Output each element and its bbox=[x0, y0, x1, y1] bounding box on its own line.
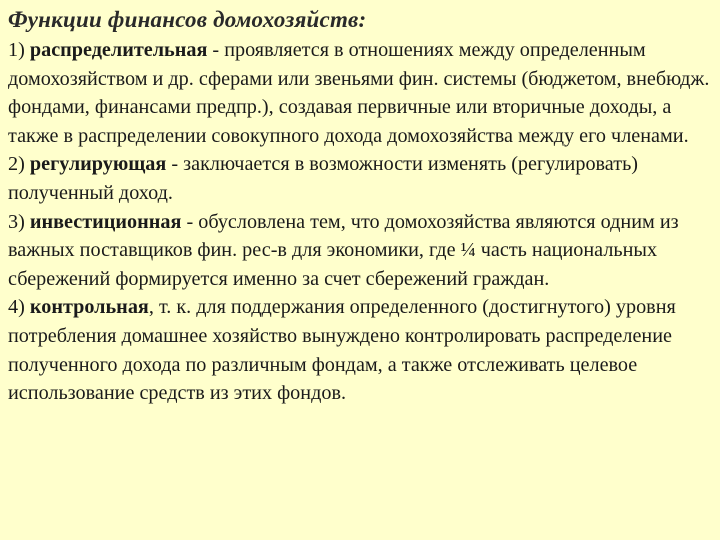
item-number: 2) bbox=[8, 153, 25, 176]
list-item-investment bbox=[8, 208, 714, 294]
item-term: контрольная bbox=[29, 296, 149, 319]
item-number: 3) bbox=[8, 210, 25, 233]
item-text: проявляется в отношениях между определенным домохозяйством и др. сферами или звеньями фин. системы (бюджетом, внебюдж. фондами, финансами предпр.), создавая первичные или вторичные доходы, а также в распределении совокупного дохода домохозяйства между его членами. bbox=[8, 39, 710, 147]
slide-body bbox=[6, 36, 714, 408]
item-separator: - bbox=[207, 39, 220, 61]
item-text: обусловлена тем, что домохозяйства являются одним из важных поставщиков фин. рес-в для экономики, где ¼ часть национальных сбережений формируется именно за счет сбережений граждан. bbox=[8, 210, 679, 290]
item-number: 4) bbox=[8, 296, 25, 319]
item-separator: - bbox=[166, 153, 179, 176]
list-item-distributive bbox=[8, 36, 714, 150]
item-term: инвестиционная bbox=[29, 210, 182, 233]
item-text: т. к. для поддержания определенного (достигнутого) уровня потребления домашнее хозяйство вынуждено контролировать распределение полученного дохода по различным фондам, а также отслеживать целевое использование средств из этих фондов. bbox=[8, 296, 676, 405]
slide-title: Функции финансов домохозяйств: bbox=[8, 7, 367, 32]
item-separator: - bbox=[181, 210, 194, 233]
item-number: 1) bbox=[8, 39, 25, 61]
item-term: регулирующая bbox=[29, 153, 167, 176]
list-item-control bbox=[8, 293, 714, 407]
item-text: заключается в возможности изменять (регулировать) полученный доход. bbox=[8, 153, 638, 204]
list-item-regulating bbox=[8, 150, 714, 207]
item-term: распределительная bbox=[29, 39, 208, 61]
item-separator: , bbox=[148, 296, 154, 319]
